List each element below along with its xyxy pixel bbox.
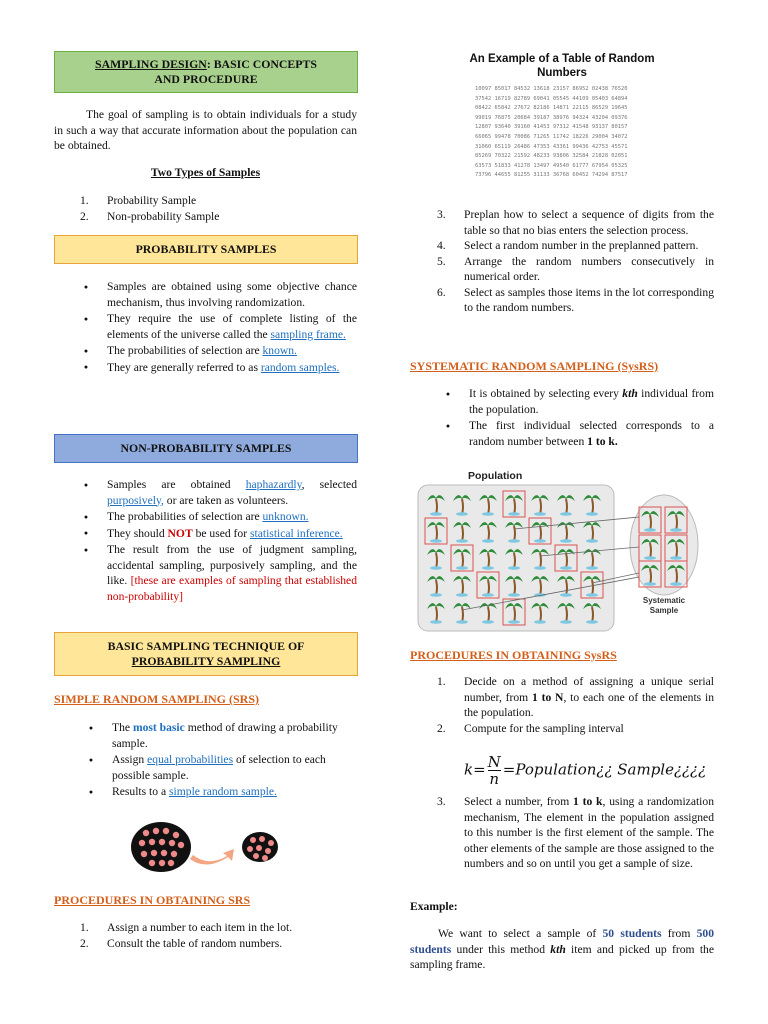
procedures-sysrs-list bbox=[437, 674, 714, 736]
two-types-heading: Two Types of Samples bbox=[150, 166, 261, 179]
list-item: ● The first individual selected corresponds to a random number between 1 to k. bbox=[469, 418, 714, 449]
list-item: ● The most basic method of drawing a probability sample. bbox=[112, 720, 342, 751]
list-item: ● Assign equal probabilities of selection to each possible sample. bbox=[112, 752, 342, 783]
list-item: 2. Consult the table of random numbers. bbox=[80, 936, 283, 950]
random-table-row: 99019 76875 20684 39187 38976 94324 43204 09376 bbox=[475, 114, 628, 121]
procedures-srs-list bbox=[80, 920, 357, 951]
list-item: ● Samples are obtained using some objective chance mechanism, thus involving randomization. bbox=[107, 279, 357, 310]
systematic-sampling-illustration bbox=[412, 467, 710, 635]
random-table-title: An Example of a Table of Random Numbers bbox=[469, 53, 655, 79]
list-item: 6. Select as samples those items in the lot corresponding to the random numbers. bbox=[437, 285, 714, 314]
random-table-row: 85269 70322 21592 48233 93806 32584 21828 02051 bbox=[475, 153, 628, 160]
simple-random-sample-link[interactable]: simple random sample. bbox=[169, 785, 277, 798]
random-samples-link[interactable]: random samples. bbox=[260, 360, 340, 374]
list-item: 5. Arrange the random numbers consecutively in numerical order. bbox=[437, 254, 714, 283]
list-item: ● Results to a simple random sample. bbox=[112, 784, 342, 800]
random-table-row: 37542 16719 82789 69041 05545 44109 05403 64894 bbox=[475, 95, 628, 102]
systematic-label-line1: Systematic bbox=[642, 596, 686, 605]
random-table-row: 08422 65842 27672 82186 14871 22115 86529 19645 bbox=[475, 105, 628, 112]
non-probability-list bbox=[107, 477, 357, 604]
probability-samples-box: PROBABILITY SAMPLES bbox=[54, 235, 358, 264]
list-item: 1. Assign a number to each item in the lot. bbox=[80, 921, 293, 934]
random-table-figure bbox=[463, 52, 661, 194]
title-line1-underlined: SAMPLING DESIGN bbox=[95, 57, 207, 71]
types-list bbox=[80, 193, 357, 224]
intro-paragraph: The goal of sampling is to obtain individuals for a study in such a way that accurate information about the population can be obtained. bbox=[54, 108, 357, 152]
equal-probabilities-link[interactable]: equal probabilities bbox=[147, 753, 234, 766]
non-probability-samples-box: NON-PROBABILITY SAMPLES bbox=[54, 434, 358, 463]
list-item: 2. Compute for the sampling interval bbox=[437, 721, 624, 735]
random-table-row: 31060 65119 26486 47353 43361 99436 42753 45571 bbox=[475, 143, 628, 150]
list-item: ● Samples are obtained haphazardly, selected purposively, or are taken as volunteers. bbox=[107, 477, 357, 508]
sysrs-heading: SYSTEMATIC RANDOM SAMPLING (SysRS) bbox=[410, 359, 659, 373]
sampling-frame-link[interactable]: sampling frame. bbox=[270, 327, 346, 341]
list-item: 1. Decide on a method of assigning a unique serial number, from 1 to N, to each one of the elements in the population. bbox=[437, 675, 714, 719]
list-item: ● They require the use of complete listing of the elements of the universe called the sampling frame. bbox=[107, 311, 357, 342]
random-table-row: 73796 44655 81255 31133 36768 60452 74294 87517 bbox=[475, 172, 628, 179]
sampling-interval-formula: k= $\frac{N}{n}$ =Population¿¿ Sample¿¿¿¿ bbox=[464, 753, 707, 788]
list-item: 2. Non-probability Sample bbox=[80, 209, 220, 223]
basic-technique-box: BASIC SAMPLING TECHNIQUE OF PROBABILITY SAMPLING bbox=[54, 632, 358, 676]
list-item: 3. Select a number, from 1 to k, using a randomization mechanism, The element in the population assigned to this number is the first element of the sample. The other elements of the sample are those assigned to the numbers and so on until you get a sample of size. bbox=[437, 795, 714, 870]
title-line1-rest: : BASIC CONCEPTS bbox=[206, 57, 317, 71]
random-table-row: 12807 93640 39160 41453 97312 41548 93137 80157 bbox=[475, 124, 628, 131]
population-label: Population bbox=[468, 470, 523, 482]
procedures-sysrs-list-cont bbox=[437, 794, 714, 872]
list-item: 1. Probability Sample bbox=[80, 194, 197, 207]
srs-list bbox=[112, 720, 342, 800]
list-item: ● The result from the use of judgment sampling, accidental sampling, purposively sampling, and the like. [these are examples of sampling that established non-probability] bbox=[107, 542, 357, 604]
title-line2: AND PROCEDURE bbox=[154, 72, 258, 86]
arrow-icon bbox=[190, 849, 234, 865]
list-item: 3. Preplan how to select a sequence of digits from the table so that no bias enters the selection process. bbox=[437, 208, 714, 237]
list-item: ● The probabilities of selection are known. bbox=[107, 343, 357, 359]
example-paragraph: We want to select a sample of 50 students from 500 students under this method kth item and picked up from the sampling frame. bbox=[410, 927, 714, 971]
list-item: ● The probabilities of selection are unknown. bbox=[107, 509, 357, 525]
sample-panel bbox=[630, 495, 698, 595]
srs-illustration bbox=[128, 815, 288, 875]
list-item: ● They should NOT be used for statistical inference. bbox=[107, 526, 357, 542]
list-item: ● It is obtained by selecting every kth individual from the population. bbox=[469, 386, 714, 417]
probability-list bbox=[107, 279, 357, 375]
systematic-label-line2: Sample bbox=[649, 606, 679, 615]
random-numbers-table bbox=[475, 85, 661, 181]
random-table-row: 63573 51833 41278 13497 49540 61777 67954 05325 bbox=[475, 162, 628, 169]
haphazardly-link[interactable]: haphazardly bbox=[245, 478, 302, 491]
known-link[interactable]: known. bbox=[262, 344, 297, 357]
statistical-inference-link[interactable]: statistical inference. bbox=[249, 526, 343, 540]
list-item: 4. Select a random number in the preplanned pattern. bbox=[437, 239, 699, 252]
list-item: ● They are generally referred to as random samples. bbox=[107, 360, 357, 376]
sysrs-list bbox=[469, 386, 714, 449]
random-table-row: 66065 99478 70086 71265 11742 18226 29004 34072 bbox=[475, 133, 628, 140]
example-heading: Example: bbox=[410, 900, 458, 913]
srs-heading: SIMPLE RANDOM SAMPLING (SRS) bbox=[54, 692, 260, 706]
random-table-row: 10097 85017 84532 13618 23157 86952 02438 76520 bbox=[475, 86, 628, 92]
procedures-srs-heading: PROCEDURES IN OBTAINING SRS bbox=[54, 893, 251, 907]
title-box bbox=[54, 51, 358, 93]
unknown-link[interactable]: unknown. bbox=[262, 510, 309, 523]
purposively-link[interactable]: purposively, bbox=[107, 493, 164, 507]
procedures-continued-list bbox=[437, 207, 714, 316]
procedures-sysrs-heading: PROCEDURES IN OBTAINING SysRS bbox=[410, 648, 617, 662]
